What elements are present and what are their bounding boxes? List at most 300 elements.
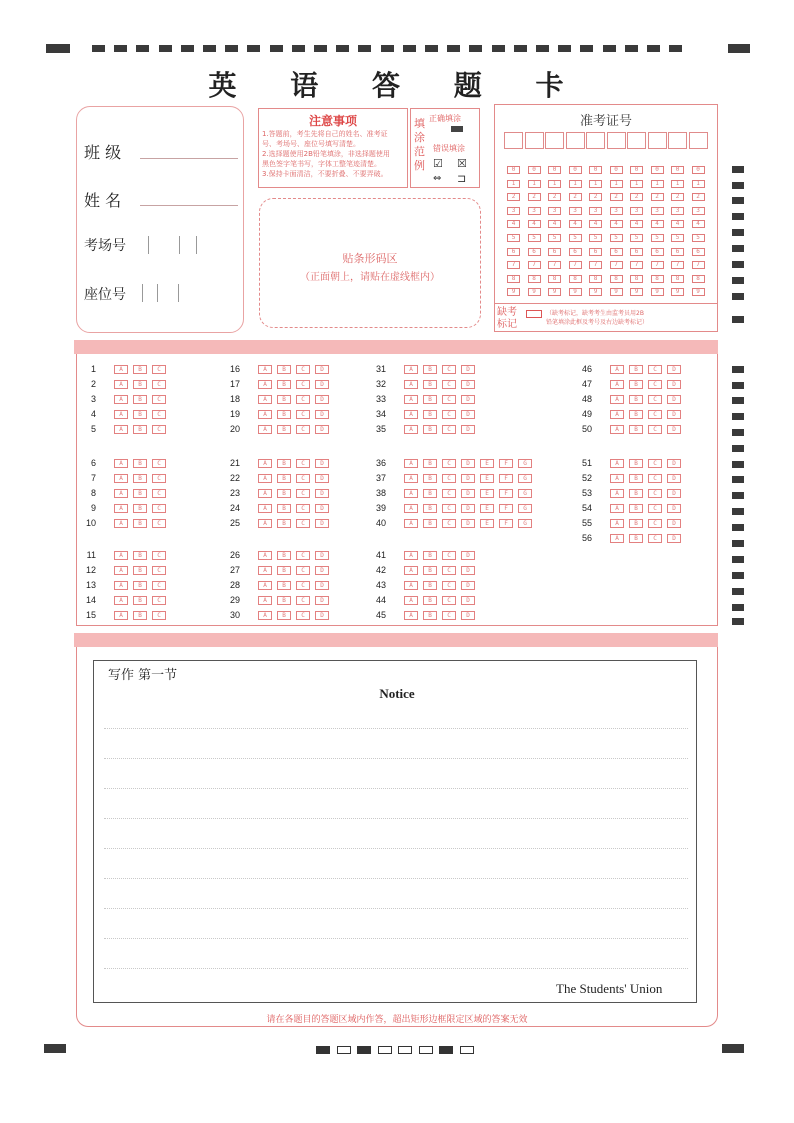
answer-bubble[interactable]: D	[315, 611, 329, 620]
answer-bubble[interactable]: B	[423, 380, 437, 389]
answer-bubble[interactable]: D	[315, 519, 329, 528]
answer-bubble[interactable]: C	[442, 551, 456, 560]
answer-bubble[interactable]: A	[258, 551, 272, 560]
name-field[interactable]	[140, 205, 238, 206]
answer-bubble[interactable]: E	[480, 504, 494, 513]
exam-id-digit-bubble[interactable]: 3	[630, 207, 643, 215]
answer-bubble[interactable]: A	[258, 410, 272, 419]
exam-id-digit-bubble[interactable]: 5	[589, 234, 602, 242]
answer-bubble[interactable]: E	[480, 459, 494, 468]
answer-bubble[interactable]: C	[296, 474, 310, 483]
exam-id-digit-bubble[interactable]: 4	[651, 220, 664, 228]
exam-id-digit-bubble[interactable]: 8	[610, 275, 623, 283]
exam-id-digit-bubble[interactable]: 2	[548, 193, 561, 201]
answer-bubble[interactable]: B	[277, 504, 291, 513]
exam-id-digit-bubble[interactable]: 1	[651, 180, 664, 188]
answer-bubble[interactable]: B	[629, 380, 643, 389]
exam-id-digit-bubble[interactable]: 9	[528, 288, 541, 296]
exam-id-digit-bubble[interactable]: 3	[548, 207, 561, 215]
exam-id-digit-bubble[interactable]: 0	[692, 166, 705, 174]
exam-id-digit-cell[interactable]	[545, 132, 564, 149]
answer-bubble[interactable]: A	[258, 380, 272, 389]
answer-bubble[interactable]: C	[296, 596, 310, 605]
exam-id-digit-bubble[interactable]: 3	[671, 207, 684, 215]
answer-bubble[interactable]: A	[258, 519, 272, 528]
answer-bubble[interactable]: A	[258, 489, 272, 498]
exam-id-digit-bubble[interactable]: 9	[671, 288, 684, 296]
answer-bubble[interactable]: B	[423, 596, 437, 605]
answer-bubble[interactable]: C	[152, 395, 166, 404]
exam-id-digit-bubble[interactable]: 4	[692, 220, 705, 228]
answer-bubble[interactable]: B	[629, 410, 643, 419]
answer-bubble[interactable]: B	[277, 596, 291, 605]
answer-bubble[interactable]: E	[480, 519, 494, 528]
answer-bubble[interactable]: F	[499, 459, 513, 468]
answer-bubble[interactable]: A	[404, 489, 418, 498]
answer-bubble[interactable]: B	[423, 504, 437, 513]
answer-bubble[interactable]: D	[315, 566, 329, 575]
exam-id-digit-bubble[interactable]: 6	[671, 248, 684, 256]
answer-bubble[interactable]: C	[648, 410, 662, 419]
answer-bubble[interactable]: D	[461, 566, 475, 575]
answer-bubble[interactable]: A	[258, 395, 272, 404]
answer-bubble[interactable]: B	[133, 581, 147, 590]
exam-id-digit-bubble[interactable]: 5	[651, 234, 664, 242]
exam-id-digit-bubble[interactable]: 1	[671, 180, 684, 188]
answer-bubble[interactable]: D	[315, 380, 329, 389]
exam-id-digit-bubble[interactable]: 4	[569, 220, 582, 228]
answer-bubble[interactable]: C	[296, 504, 310, 513]
answer-bubble[interactable]: C	[152, 365, 166, 374]
answer-bubble[interactable]: A	[404, 459, 418, 468]
answer-bubble[interactable]: C	[442, 611, 456, 620]
answer-bubble[interactable]: B	[133, 611, 147, 620]
exam-id-digit-bubble[interactable]: 2	[651, 193, 664, 201]
answer-bubble[interactable]: C	[442, 504, 456, 513]
exam-id-digit-bubble[interactable]: 0	[507, 166, 520, 174]
exam-id-digit-bubble[interactable]: 5	[671, 234, 684, 242]
answer-bubble[interactable]: E	[480, 489, 494, 498]
exam-id-digit-bubble[interactable]: 9	[589, 288, 602, 296]
answer-bubble[interactable]: B	[277, 611, 291, 620]
answer-bubble[interactable]: D	[667, 395, 681, 404]
exam-id-digit-bubble[interactable]: 5	[692, 234, 705, 242]
exam-id-digit-bubble[interactable]: 1	[528, 180, 541, 188]
exam-id-digit-bubble[interactable]: 0	[651, 166, 664, 174]
answer-bubble[interactable]: D	[461, 519, 475, 528]
answer-bubble[interactable]: A	[610, 489, 624, 498]
answer-bubble[interactable]: A	[258, 566, 272, 575]
answer-bubble[interactable]: B	[423, 581, 437, 590]
exam-id-digit-bubble[interactable]: 6	[692, 248, 705, 256]
answer-bubble[interactable]: B	[133, 380, 147, 389]
answer-bubble[interactable]: C	[152, 489, 166, 498]
answer-bubble[interactable]: B	[277, 380, 291, 389]
exam-id-digit-bubble[interactable]: 0	[569, 166, 582, 174]
answer-bubble[interactable]: B	[629, 534, 643, 543]
exam-id-digit-bubble[interactable]: 5	[630, 234, 643, 242]
exam-id-digit-bubble[interactable]: 4	[671, 220, 684, 228]
answer-bubble[interactable]: B	[277, 566, 291, 575]
writing-box[interactable]	[93, 660, 697, 1003]
answer-bubble[interactable]: A	[114, 581, 128, 590]
exam-id-digit-bubble[interactable]: 2	[692, 193, 705, 201]
answer-bubble[interactable]: C	[442, 425, 456, 434]
answer-bubble[interactable]: B	[133, 551, 147, 560]
exam-id-digit-bubble[interactable]: 4	[589, 220, 602, 228]
answer-bubble[interactable]: C	[648, 534, 662, 543]
exam-id-digit-bubble[interactable]: 4	[630, 220, 643, 228]
answer-bubble[interactable]: D	[461, 596, 475, 605]
exam-id-digit-bubble[interactable]: 2	[610, 193, 623, 201]
answer-bubble[interactable]: C	[152, 551, 166, 560]
answer-bubble[interactable]: A	[114, 410, 128, 419]
answer-bubble[interactable]: A	[114, 519, 128, 528]
answer-bubble[interactable]: F	[499, 489, 513, 498]
answer-bubble[interactable]: G	[518, 459, 532, 468]
exam-id-digit-bubble[interactable]: 6	[569, 248, 582, 256]
answer-bubble[interactable]: A	[404, 425, 418, 434]
answer-bubble[interactable]: E	[480, 474, 494, 483]
answer-bubble[interactable]: D	[315, 596, 329, 605]
exam-id-digit-bubble[interactable]: 7	[630, 261, 643, 269]
answer-bubble[interactable]: C	[648, 459, 662, 468]
answer-bubble[interactable]: D	[315, 551, 329, 560]
answer-bubble[interactable]: A	[114, 489, 128, 498]
exam-id-digit-bubble[interactable]: 1	[548, 180, 561, 188]
answer-bubble[interactable]: B	[423, 410, 437, 419]
exam-id-digit-bubble[interactable]: 7	[569, 261, 582, 269]
answer-bubble[interactable]: D	[667, 380, 681, 389]
exam-id-digit-bubble[interactable]: 9	[692, 288, 705, 296]
answer-bubble[interactable]: C	[442, 596, 456, 605]
exam-id-digit-cell[interactable]	[586, 132, 605, 149]
exam-id-digit-bubble[interactable]: 2	[671, 193, 684, 201]
answer-bubble[interactable]: B	[629, 489, 643, 498]
answer-bubble[interactable]: B	[277, 459, 291, 468]
exam-id-digit-bubble[interactable]: 8	[589, 275, 602, 283]
answer-bubble[interactable]: D	[315, 395, 329, 404]
answer-bubble[interactable]: C	[648, 489, 662, 498]
answer-bubble[interactable]: B	[629, 395, 643, 404]
exam-id-digit-cell[interactable]	[689, 132, 708, 149]
exam-id-digit-bubble[interactable]: 7	[548, 261, 561, 269]
answer-bubble[interactable]: F	[499, 519, 513, 528]
answer-bubble[interactable]: C	[152, 410, 166, 419]
answer-bubble[interactable]: A	[404, 365, 418, 374]
answer-bubble[interactable]: C	[152, 380, 166, 389]
answer-bubble[interactable]: C	[442, 395, 456, 404]
class-field[interactable]	[140, 158, 238, 159]
exam-id-digit-bubble[interactable]: 7	[528, 261, 541, 269]
exam-id-digit-cell[interactable]	[668, 132, 687, 149]
exam-id-digit-bubble[interactable]: 1	[589, 180, 602, 188]
answer-bubble[interactable]: B	[629, 425, 643, 434]
exam-id-digit-bubble[interactable]: 1	[630, 180, 643, 188]
answer-bubble[interactable]: C	[296, 519, 310, 528]
answer-bubble[interactable]: B	[629, 474, 643, 483]
answer-bubble[interactable]: B	[133, 596, 147, 605]
answer-bubble[interactable]: B	[277, 395, 291, 404]
answer-bubble[interactable]: B	[423, 459, 437, 468]
answer-bubble[interactable]: A	[610, 459, 624, 468]
exam-id-digit-bubble[interactable]: 6	[610, 248, 623, 256]
answer-bubble[interactable]: D	[461, 489, 475, 498]
answer-bubble[interactable]: C	[296, 459, 310, 468]
answer-bubble[interactable]: C	[152, 504, 166, 513]
answer-bubble[interactable]: B	[133, 395, 147, 404]
answer-bubble[interactable]: C	[296, 551, 310, 560]
answer-bubble[interactable]: D	[461, 380, 475, 389]
answer-bubble[interactable]: A	[258, 504, 272, 513]
answer-bubble[interactable]: A	[114, 611, 128, 620]
exam-id-digit-bubble[interactable]: 1	[507, 180, 520, 188]
exam-id-digit-bubble[interactable]: 7	[671, 261, 684, 269]
answer-bubble[interactable]: B	[277, 425, 291, 434]
answer-bubble[interactable]: C	[442, 474, 456, 483]
answer-bubble[interactable]: B	[277, 581, 291, 590]
answer-bubble[interactable]: C	[296, 581, 310, 590]
answer-bubble[interactable]: C	[442, 581, 456, 590]
exam-id-digit-bubble[interactable]: 4	[548, 220, 561, 228]
exam-id-digit-bubble[interactable]: 5	[507, 234, 520, 242]
exam-id-digit-bubble[interactable]: 5	[528, 234, 541, 242]
exam-id-digit-bubble[interactable]: 9	[507, 288, 520, 296]
answer-bubble[interactable]: D	[315, 474, 329, 483]
answer-bubble[interactable]: C	[152, 581, 166, 590]
answer-bubble[interactable]: B	[423, 365, 437, 374]
exam-id-digit-bubble[interactable]: 6	[548, 248, 561, 256]
exam-id-digit-bubble[interactable]: 8	[651, 275, 664, 283]
exam-id-digit-bubble[interactable]: 1	[569, 180, 582, 188]
exam-id-digit-bubble[interactable]: 7	[610, 261, 623, 269]
answer-bubble[interactable]: A	[114, 425, 128, 434]
answer-bubble[interactable]: C	[442, 489, 456, 498]
answer-bubble[interactable]: D	[667, 504, 681, 513]
answer-bubble[interactable]: A	[258, 581, 272, 590]
answer-bubble[interactable]: A	[114, 380, 128, 389]
answer-bubble[interactable]: B	[277, 551, 291, 560]
answer-bubble[interactable]: A	[114, 395, 128, 404]
answer-bubble[interactable]: A	[404, 410, 418, 419]
exam-id-digit-bubble[interactable]: 1	[610, 180, 623, 188]
answer-bubble[interactable]: A	[610, 410, 624, 419]
answer-bubble[interactable]: D	[461, 425, 475, 434]
answer-bubble[interactable]: D	[461, 611, 475, 620]
exam-id-digit-bubble[interactable]: 6	[589, 248, 602, 256]
answer-bubble[interactable]: C	[648, 395, 662, 404]
answer-bubble[interactable]: A	[258, 365, 272, 374]
answer-bubble[interactable]: C	[648, 425, 662, 434]
answer-bubble[interactable]: D	[667, 425, 681, 434]
exam-id-digit-bubble[interactable]: 4	[528, 220, 541, 228]
exam-id-digit-bubble[interactable]: 3	[569, 207, 582, 215]
answer-bubble[interactable]: A	[610, 474, 624, 483]
answer-bubble[interactable]: A	[610, 534, 624, 543]
answer-bubble[interactable]: C	[152, 596, 166, 605]
answer-bubble[interactable]: A	[114, 365, 128, 374]
exam-id-digit-bubble[interactable]: 8	[548, 275, 561, 283]
answer-bubble[interactable]: A	[404, 504, 418, 513]
exam-id-digit-bubble[interactable]: 0	[528, 166, 541, 174]
answer-bubble[interactable]: D	[461, 474, 475, 483]
answer-bubble[interactable]: D	[461, 581, 475, 590]
answer-bubble[interactable]: C	[296, 611, 310, 620]
exam-id-digit-bubble[interactable]: 3	[610, 207, 623, 215]
answer-bubble[interactable]: B	[423, 395, 437, 404]
exam-id-digit-bubble[interactable]: 0	[548, 166, 561, 174]
exam-id-digit-bubble[interactable]: 5	[610, 234, 623, 242]
answer-bubble[interactable]: D	[315, 504, 329, 513]
exam-id-digit-bubble[interactable]: 8	[569, 275, 582, 283]
answer-bubble[interactable]: C	[442, 566, 456, 575]
answer-bubble[interactable]: D	[315, 410, 329, 419]
answer-bubble[interactable]: A	[610, 519, 624, 528]
exam-id-digit-bubble[interactable]: 2	[569, 193, 582, 201]
answer-bubble[interactable]: F	[499, 504, 513, 513]
answer-bubble[interactable]: D	[461, 410, 475, 419]
answer-bubble[interactable]: C	[296, 425, 310, 434]
answer-bubble[interactable]: A	[610, 380, 624, 389]
answer-bubble[interactable]: C	[152, 611, 166, 620]
answer-bubble[interactable]: C	[442, 380, 456, 389]
answer-bubble[interactable]: D	[315, 459, 329, 468]
exam-id-digit-bubble[interactable]: 5	[548, 234, 561, 242]
answer-bubble[interactable]: D	[667, 534, 681, 543]
answer-bubble[interactable]: C	[296, 365, 310, 374]
answer-bubble[interactable]: C	[648, 474, 662, 483]
exam-id-digit-bubble[interactable]: 4	[507, 220, 520, 228]
answer-bubble[interactable]: C	[296, 489, 310, 498]
answer-bubble[interactable]: A	[258, 459, 272, 468]
answer-bubble[interactable]: G	[518, 474, 532, 483]
answer-bubble[interactable]: D	[315, 489, 329, 498]
exam-id-digit-bubble[interactable]: 9	[630, 288, 643, 296]
answer-bubble[interactable]: A	[610, 395, 624, 404]
exam-id-digit-bubble[interactable]: 8	[630, 275, 643, 283]
answer-bubble[interactable]: A	[404, 551, 418, 560]
answer-bubble[interactable]: B	[629, 365, 643, 374]
answer-bubble[interactable]: B	[277, 519, 291, 528]
answer-bubble[interactable]: B	[133, 459, 147, 468]
answer-bubble[interactable]: D	[315, 365, 329, 374]
answer-bubble[interactable]: C	[442, 519, 456, 528]
answer-bubble[interactable]: C	[152, 566, 166, 575]
answer-bubble[interactable]: A	[404, 519, 418, 528]
answer-bubble[interactable]: C	[648, 504, 662, 513]
answer-bubble[interactable]: D	[461, 504, 475, 513]
answer-bubble[interactable]: A	[258, 474, 272, 483]
exam-id-digit-bubble[interactable]: 9	[548, 288, 561, 296]
answer-bubble[interactable]: B	[133, 410, 147, 419]
answer-bubble[interactable]: D	[461, 459, 475, 468]
answer-bubble[interactable]: B	[277, 410, 291, 419]
answer-bubble[interactable]: A	[404, 474, 418, 483]
exam-id-digit-cell[interactable]	[566, 132, 585, 149]
answer-bubble[interactable]: B	[423, 611, 437, 620]
exam-id-digit-bubble[interactable]: 3	[651, 207, 664, 215]
answer-bubble[interactable]: C	[442, 410, 456, 419]
exam-id-digit-bubble[interactable]: 1	[692, 180, 705, 188]
answer-bubble[interactable]: D	[667, 474, 681, 483]
exam-id-digit-bubble[interactable]: 8	[671, 275, 684, 283]
exam-id-digit-bubble[interactable]: 6	[528, 248, 541, 256]
answer-bubble[interactable]: B	[133, 489, 147, 498]
exam-id-digit-bubble[interactable]: 6	[651, 248, 664, 256]
answer-bubble[interactable]: D	[667, 410, 681, 419]
answer-bubble[interactable]: C	[442, 365, 456, 374]
exam-id-digit-cell[interactable]	[648, 132, 667, 149]
answer-bubble[interactable]: C	[648, 365, 662, 374]
answer-bubble[interactable]: A	[404, 395, 418, 404]
answer-bubble[interactable]: D	[667, 489, 681, 498]
exam-id-digit-bubble[interactable]: 3	[692, 207, 705, 215]
answer-bubble[interactable]: A	[114, 551, 128, 560]
answer-bubble[interactable]: B	[133, 504, 147, 513]
answer-bubble[interactable]: A	[258, 596, 272, 605]
exam-id-digit-bubble[interactable]: 6	[630, 248, 643, 256]
answer-bubble[interactable]: B	[277, 474, 291, 483]
answer-bubble[interactable]: B	[629, 459, 643, 468]
answer-bubble[interactable]: A	[114, 459, 128, 468]
answer-bubble[interactable]: B	[133, 566, 147, 575]
exam-id-digit-bubble[interactable]: 2	[528, 193, 541, 201]
exam-id-digit-cell[interactable]	[525, 132, 544, 149]
answer-bubble[interactable]: G	[518, 519, 532, 528]
answer-bubble[interactable]: D	[667, 519, 681, 528]
answer-bubble[interactable]: B	[423, 519, 437, 528]
answer-bubble[interactable]: B	[423, 566, 437, 575]
answer-bubble[interactable]: B	[423, 551, 437, 560]
answer-bubble[interactable]: D	[461, 551, 475, 560]
answer-bubble[interactable]: A	[610, 425, 624, 434]
answer-bubble[interactable]: F	[499, 474, 513, 483]
answer-bubble[interactable]: B	[133, 474, 147, 483]
answer-bubble[interactable]: C	[152, 459, 166, 468]
exam-id-digit-bubble[interactable]: 2	[507, 193, 520, 201]
answer-bubble[interactable]: A	[404, 596, 418, 605]
exam-id-digit-bubble[interactable]: 0	[589, 166, 602, 174]
exam-id-digit-bubble[interactable]: 2	[589, 193, 602, 201]
absent-checkbox[interactable]	[526, 310, 542, 318]
exam-id-digit-cell[interactable]	[504, 132, 523, 149]
exam-id-digit-bubble[interactable]: 8	[507, 275, 520, 283]
exam-id-digit-bubble[interactable]: 2	[630, 193, 643, 201]
answer-bubble[interactable]: A	[258, 425, 272, 434]
exam-id-digit-bubble[interactable]: 7	[651, 261, 664, 269]
answer-bubble[interactable]: D	[667, 365, 681, 374]
exam-id-digit-bubble[interactable]: 5	[569, 234, 582, 242]
answer-bubble[interactable]: C	[152, 474, 166, 483]
answer-bubble[interactable]: B	[629, 519, 643, 528]
answer-bubble[interactable]: B	[133, 365, 147, 374]
answer-bubble[interactable]: A	[258, 611, 272, 620]
answer-bubble[interactable]: B	[423, 474, 437, 483]
answer-bubble[interactable]: B	[423, 489, 437, 498]
exam-id-digit-bubble[interactable]: 9	[610, 288, 623, 296]
answer-bubble[interactable]: D	[667, 459, 681, 468]
answer-bubble[interactable]: D	[315, 425, 329, 434]
exam-id-digit-bubble[interactable]: 0	[610, 166, 623, 174]
answer-bubble[interactable]: A	[404, 566, 418, 575]
answer-bubble[interactable]: C	[442, 459, 456, 468]
exam-id-digit-bubble[interactable]: 0	[630, 166, 643, 174]
answer-bubble[interactable]: B	[423, 425, 437, 434]
exam-id-digit-bubble[interactable]: 0	[671, 166, 684, 174]
answer-bubble[interactable]: A	[404, 581, 418, 590]
answer-bubble[interactable]: B	[133, 425, 147, 434]
answer-bubble[interactable]: A	[114, 566, 128, 575]
